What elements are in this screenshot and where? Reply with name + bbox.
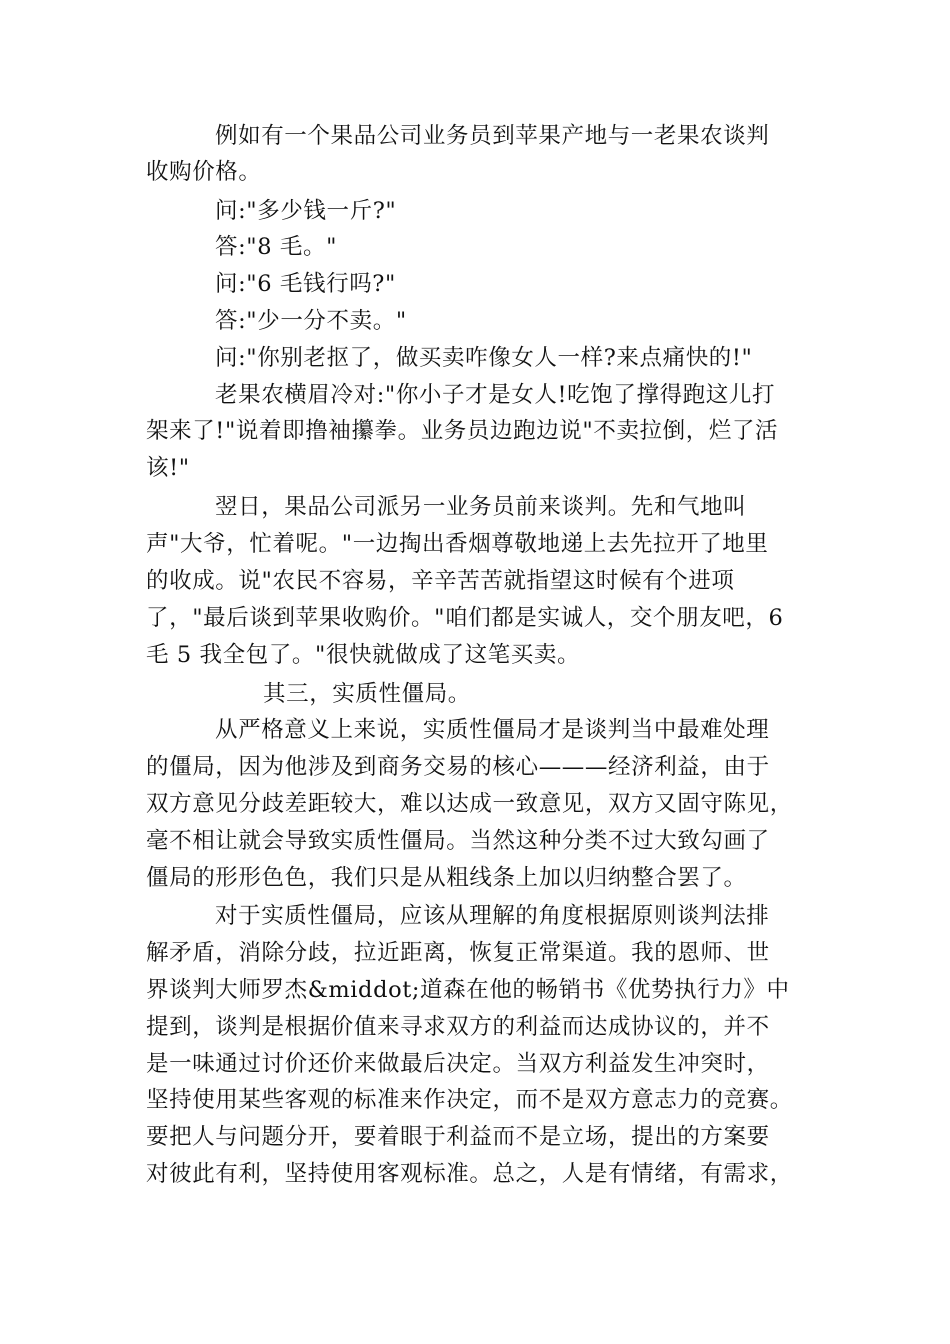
text-line: 是一味通过讨价还价来做最后决定。当双方利益发生冲突时， bbox=[146, 1051, 770, 1077]
text-line: 的收成。说"农民不容易，辛辛苦苦就指望这时候有个进项 bbox=[146, 568, 735, 594]
text-line: 老果农横眉冷对:"你小子才是女人!吃饱了撑得跑这儿打 bbox=[215, 382, 776, 408]
text-line: 毫不相让就会导致实质性僵局。当然这种分类不过大致勾画了 bbox=[146, 828, 770, 854]
text-line: 解矛盾，消除分歧，拉近距离，恢复正常渠道。我的恩师、世 bbox=[146, 940, 770, 966]
text-line: 架来了!"说着即撸袖攥拳。业务员边跑边说"不卖拉倒，烂了活 bbox=[146, 418, 779, 444]
dialogue-line: 问:"6 毛钱行吗?" bbox=[215, 271, 396, 297]
text-line: 界谈判大师罗杰&middot;道森在他的畅销书《优势执行力》中 bbox=[146, 977, 790, 1003]
dialogue-line: 问:"多少钱一斤?" bbox=[215, 198, 397, 224]
text-line: 双方意见分歧差距较大，难以达成一致意见，双方又固守陈见， bbox=[146, 791, 793, 817]
text-line: 的僵局，因为他涉及到商务交易的核心———经济利益，由于 bbox=[146, 754, 770, 780]
text-line: 坚持使用某些客观的标准来作决定，而不是双方意志力的竞赛。 bbox=[146, 1087, 793, 1113]
text-line: 提到，谈判是根据价值来寻求双方的利益而达成协议的，并不 bbox=[146, 1014, 770, 1040]
text-line: 要把人与问题分开，要着眼于利益而不是立场，提出的方案要 bbox=[146, 1124, 770, 1150]
text-line: 例如有一个果品公司业务员到苹果产地与一老果农谈判 bbox=[215, 123, 770, 149]
text-line: 对于实质性僵局，应该从理解的角度根据原则谈判法排 bbox=[215, 903, 770, 929]
dialogue-line: 答:"少一分不卖。" bbox=[215, 308, 407, 334]
text-line: 该!" bbox=[146, 455, 190, 481]
text-line: 翌日，果品公司派另一业务员前来谈判。先和气地叫 bbox=[215, 494, 747, 520]
text-line: 从严格意义上来说，实质性僵局才是谈判当中最难处理 bbox=[215, 717, 770, 743]
dialogue-line: 答:"8 毛。" bbox=[215, 234, 338, 260]
text-line: 声"大爷，忙着呢。"一边掏出香烟尊敬地递上去先拉开了地里 bbox=[146, 531, 769, 557]
text-line: 僵局的形形色色，我们只是从粗线条上加以归纳整合罢了。 bbox=[146, 865, 747, 891]
text-line: 收购价格。 bbox=[146, 159, 262, 185]
dialogue-line: 问:"你别老抠了，做买卖咋像女人一样?来点痛快的!" bbox=[215, 345, 753, 371]
text-line: 了，"最后谈到苹果收购价。"咱们都是实诚人，交个朋友吧，6 bbox=[146, 605, 784, 631]
section-heading: 其三，实质性僵局。 bbox=[263, 681, 471, 707]
text-line: 对彼此有利，坚持使用客观标准。总之，人是有情绪，有需求， bbox=[146, 1161, 793, 1187]
text-line: 毛 5 我全包了。"很快就做成了这笔买卖。 bbox=[146, 642, 581, 668]
